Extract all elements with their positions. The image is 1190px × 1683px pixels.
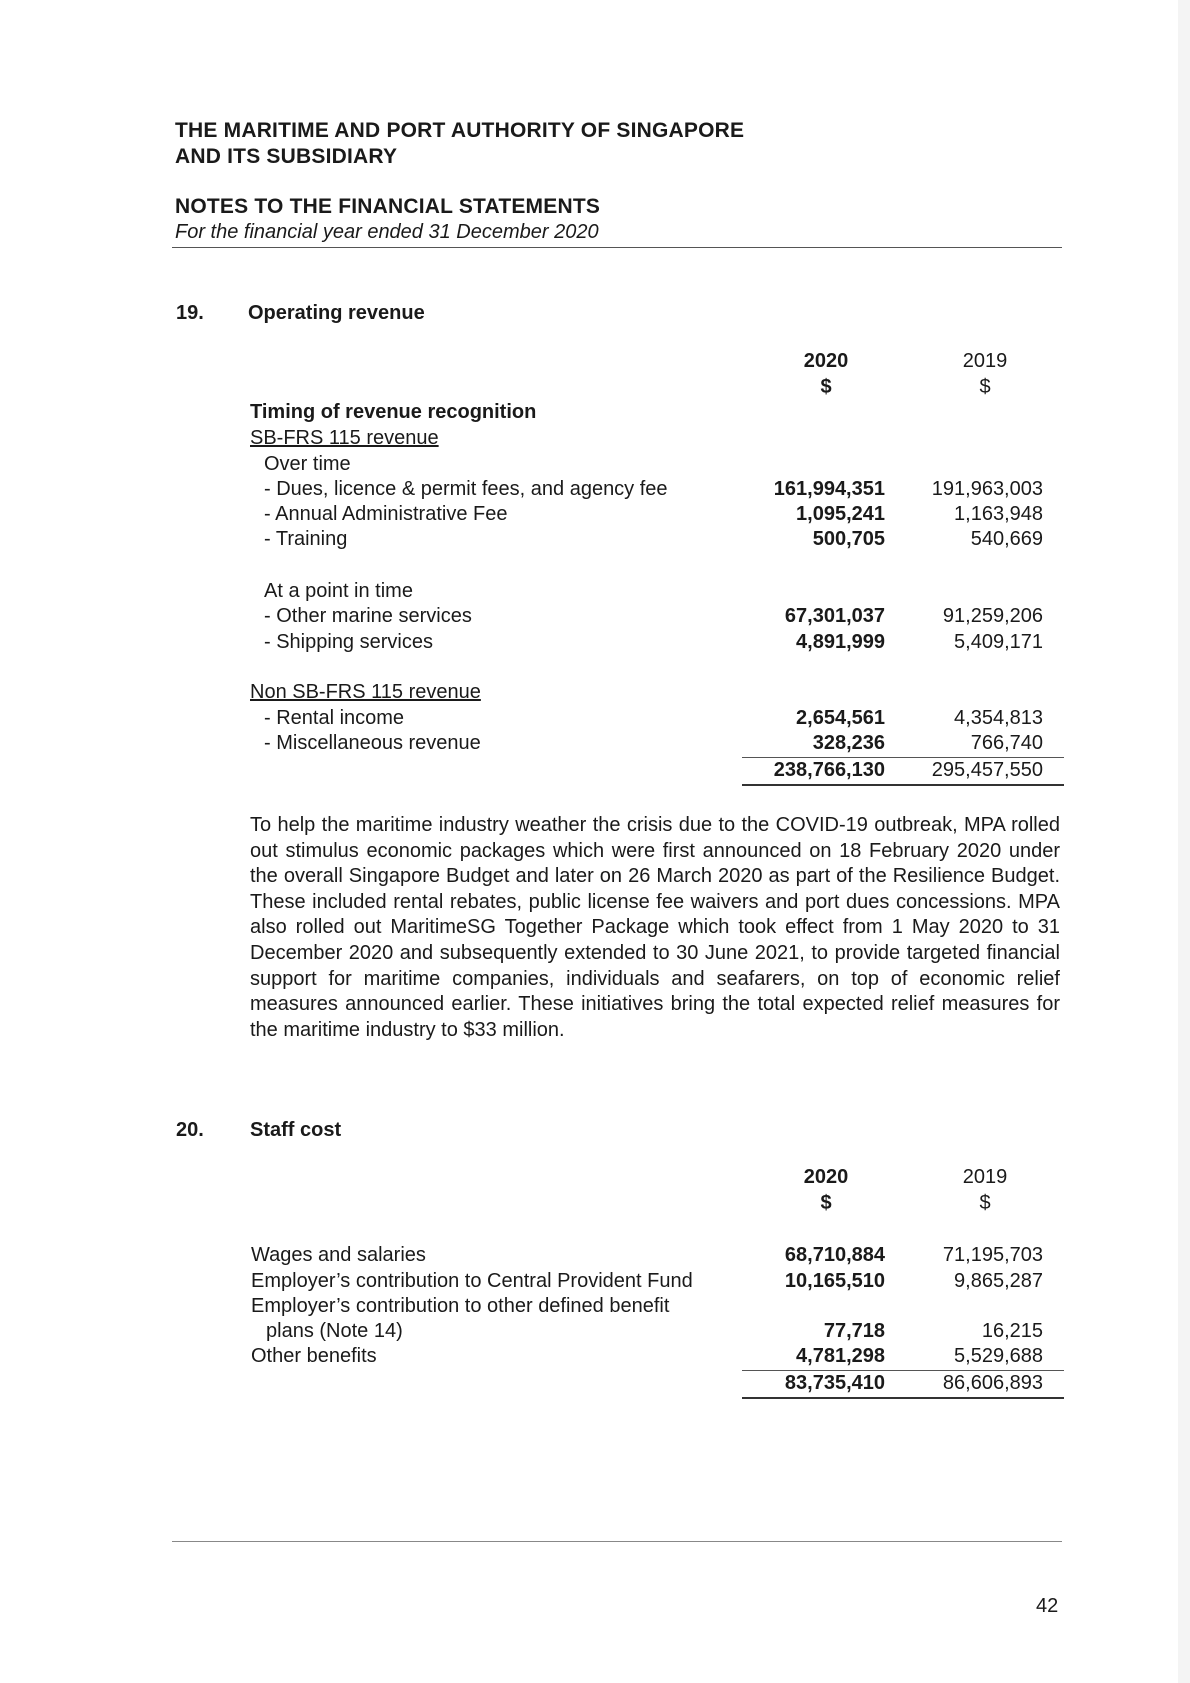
row-value-2020: 1,095,241 [796,503,885,525]
row-label: - Rental income [264,707,405,729]
col-2019-header: 2019 [962,350,1008,372]
row-value-2019: 540,669 [970,528,1043,550]
row-value-2020: 4,781,298 [796,1345,885,1367]
row-value-2020: 67,301,037 [784,605,885,627]
total-2020: 238,766,130 [773,759,885,781]
point-in-time-label: At a point in time [264,580,413,602]
row-value-2019: 9,865,287 [954,1270,1043,1292]
row-value-2020: 77,718 [823,1320,885,1342]
page-number: 42 [1036,1595,1059,1617]
section-19-title: Operating revenue [248,302,425,324]
row-value-2020: 10,165,510 [784,1270,885,1292]
row-value-2019: 5,409,171 [954,631,1043,653]
page-edge-shadow [1178,0,1190,1683]
row-value-2020: 2,654,561 [796,707,885,729]
row-value-2019: 71,195,703 [942,1244,1043,1266]
over-time-label: Over time [264,453,351,475]
header-rule [172,247,1062,248]
section-20-title: Staff cost [250,1119,342,1141]
org-name-line1: THE MARITIME AND PORT AUTHORITY OF SINGAPORE [175,119,745,142]
sb-frs-heading: SB-FRS 115 revenue [250,427,439,449]
row-value-2020: 161,994,351 [773,478,885,500]
row-value-2019: 5,529,688 [954,1345,1043,1367]
row-label: Wages and salaries [251,1244,426,1266]
non-sb-frs-heading: Non SB-FRS 115 revenue [250,681,481,703]
total-2019: 86,606,893 [942,1372,1043,1394]
row-label: - Miscellaneous revenue [264,732,481,754]
section-20-number: 20. [176,1119,204,1141]
revenue-group-heading: Timing of revenue recognition [250,401,537,423]
row-label-line2: plans (Note 14) [266,1320,403,1342]
row-value-2020: 328,236 [812,732,885,754]
row-label: - Other marine services [264,605,472,627]
subtotal-rule [742,1370,1064,1371]
col-2019-header: 2019 [962,1166,1008,1188]
relief-measures-paragraph: To help the maritime industry weather the crisis due to the COVID-19 outbreak, MPA rolled out stimulus economic packages which were first announced on 18 February 2020 under the overall Singapore Budget and later on 26 March 2020 as part of the Resilience Budget. These included rental rebates, public license fee waivers and port dues concessions. MPA also rolled out MaritimeSG Together Package which took effect from 1 May 2020 to 31 December 2020 and subsequently extended to 30 June 2021, to provide targeted financial support for maritime companies, individuals and seafarers, on top of economic relief measures announced earlier. These initiatives bring the total expected relief measures for the maritime industry to $33 million. [250,814,1060,1041]
total-2019: 295,457,550 [931,759,1043,781]
col-2020-currency: $ [820,376,832,398]
org-name-line2: AND ITS SUBSIDIARY [175,145,398,168]
col-2019-currency: $ [979,1192,991,1214]
section-19-number: 19. [176,302,204,324]
col-2020-currency: $ [820,1192,832,1214]
subtotal-rule [742,757,1064,758]
row-value-2019: 1,163,948 [954,503,1043,525]
col-2020-header: 2020 [803,1166,849,1188]
row-value-2019: 766,740 [970,732,1043,754]
row-value-2020: 500,705 [812,528,885,550]
total-rule [742,1397,1064,1399]
col-2019-currency: $ [979,376,991,398]
document-title: NOTES TO THE FINANCIAL STATEMENTS [175,195,601,218]
row-label: Other benefits [251,1345,377,1367]
row-label: Employer’s contribution to Central Provident Fund [251,1270,693,1292]
row-value-2019: 4,354,813 [954,707,1043,729]
footer-rule [172,1541,1062,1542]
row-label: - Shipping services [264,631,433,653]
row-label: - Annual Administrative Fee [264,503,508,525]
row-label-line1: Employer’s contribution to other defined benefit [251,1295,670,1317]
row-label: - Training [264,528,348,550]
total-2020: 83,735,410 [784,1372,885,1394]
row-label: - Dues, licence & permit fees, and agency fee [264,478,668,500]
total-rule [742,784,1064,786]
row-value-2019: 91,259,206 [942,605,1043,627]
row-value-2019: 191,963,003 [931,478,1043,500]
reporting-period: For the financial year ended 31 December 2020 [175,221,599,243]
row-value-2020: 68,710,884 [784,1244,885,1266]
col-2020-header: 2020 [803,350,849,372]
row-value-2020: 4,891,999 [796,631,885,653]
row-value-2019: 16,215 [981,1320,1043,1342]
